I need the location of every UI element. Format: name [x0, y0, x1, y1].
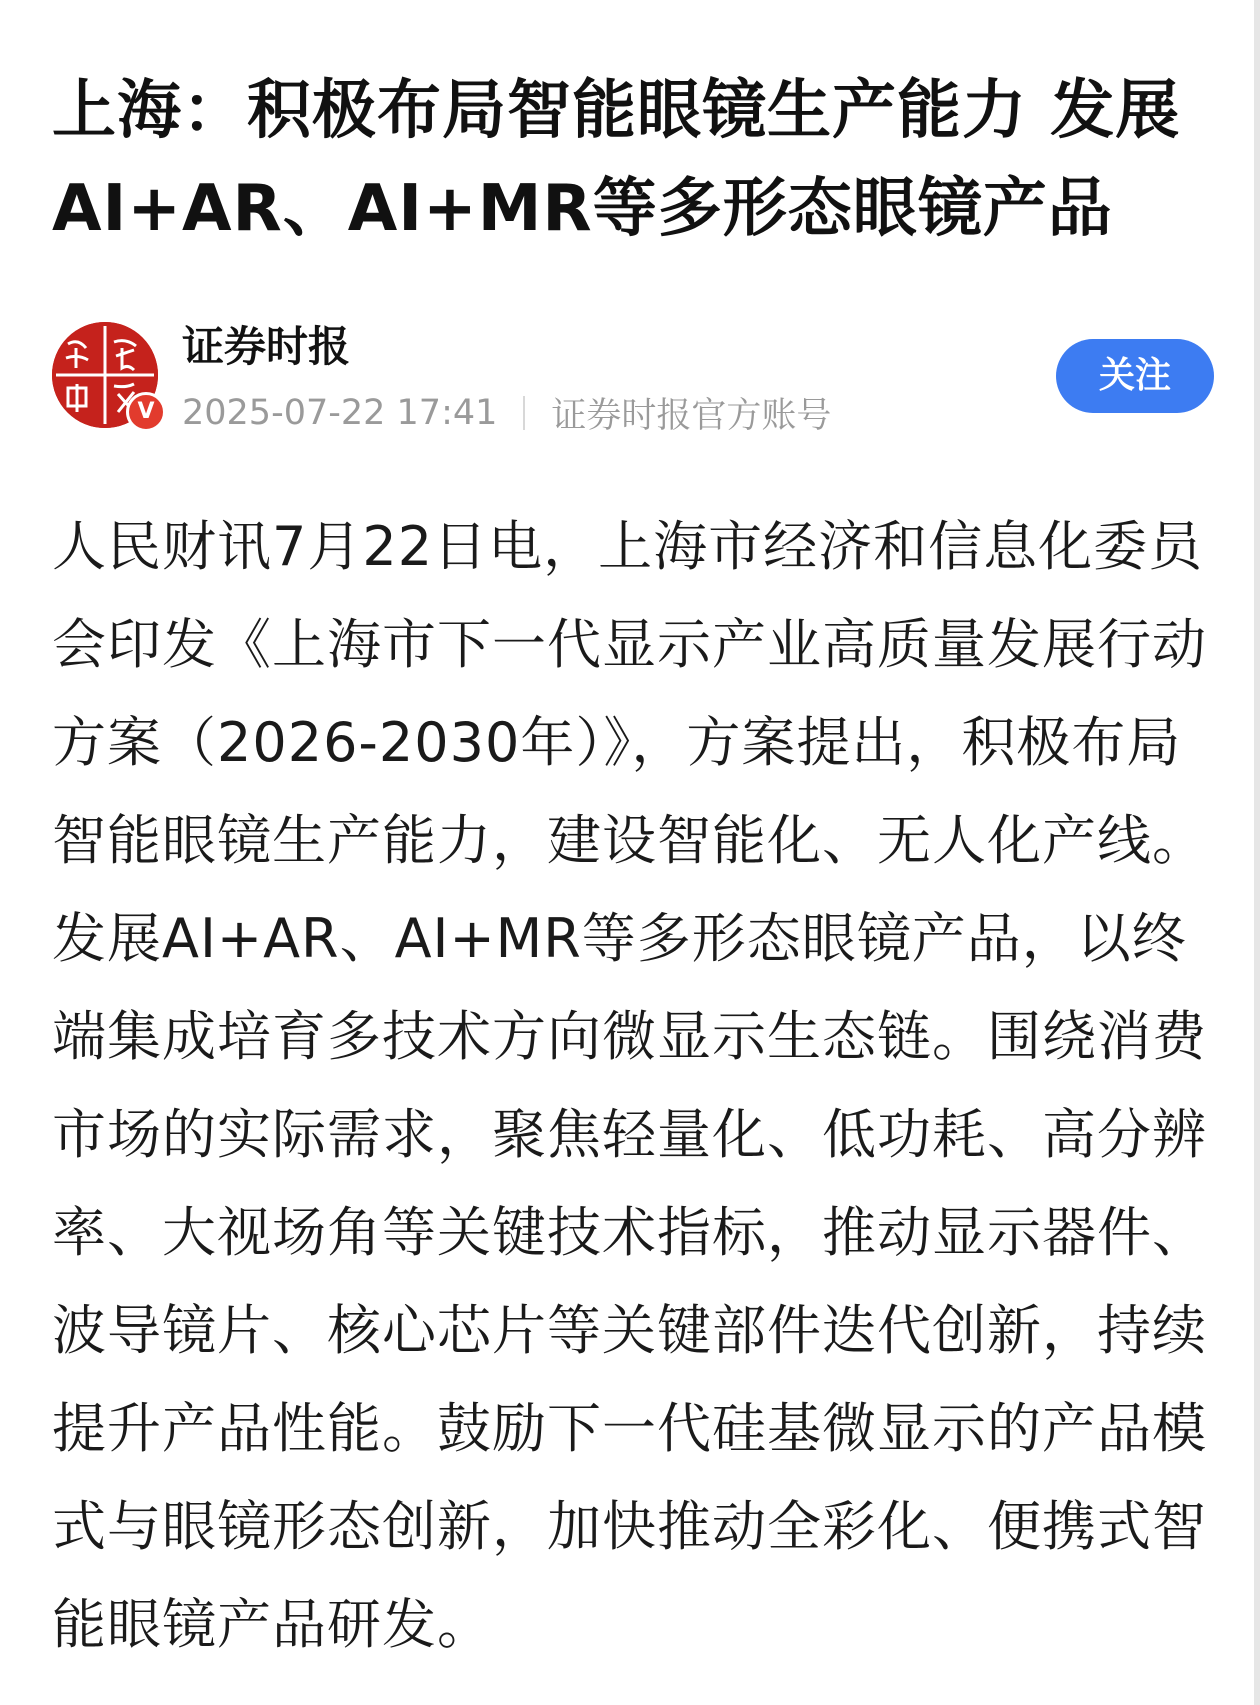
publish-timestamp: 2025-07-22 17:41 [182, 393, 498, 433]
article-meta [182, 388, 831, 438]
meta-divider [523, 396, 525, 430]
article-title: 上海：积极布局智能眼镜生产能力 发展AI+AR、AI+MR等多形态眼镜产品 [52, 74, 1181, 246]
author-name[interactable]: 证券时报 [182, 322, 351, 371]
account-type: 证券时报官方账号 [551, 396, 832, 436]
follow-button[interactable]: 关注 [1056, 339, 1214, 413]
verified-badge-icon: V [126, 392, 166, 432]
scrollbar[interactable] [1254, 0, 1260, 1705]
article-body: 人民财讯7月22日电，上海市经济和信息化委员会印发《上海市下一代显示产业高质量发展行动方案（2026-2030年）》，方案提出，积极布局智能眼镜生产能力，建设智能化、无人化产线。发展AI+AR、AI+MR等多形态眼镜产品，以终端集成培育多技术方向微显示生态链。围绕消费市场的实际需求，聚焦轻量化、低功耗、高分辨率、大视场角等关键技术指标，推动显示器件、波导镜片、核心芯片等关键部件迭代创新，持续提升产品性能。鼓励下一代硅基微显示的产品模式与眼镜形态创新，加快推动全彩化、便携式智能眼镜产品研发。 [52, 515, 1207, 1656]
